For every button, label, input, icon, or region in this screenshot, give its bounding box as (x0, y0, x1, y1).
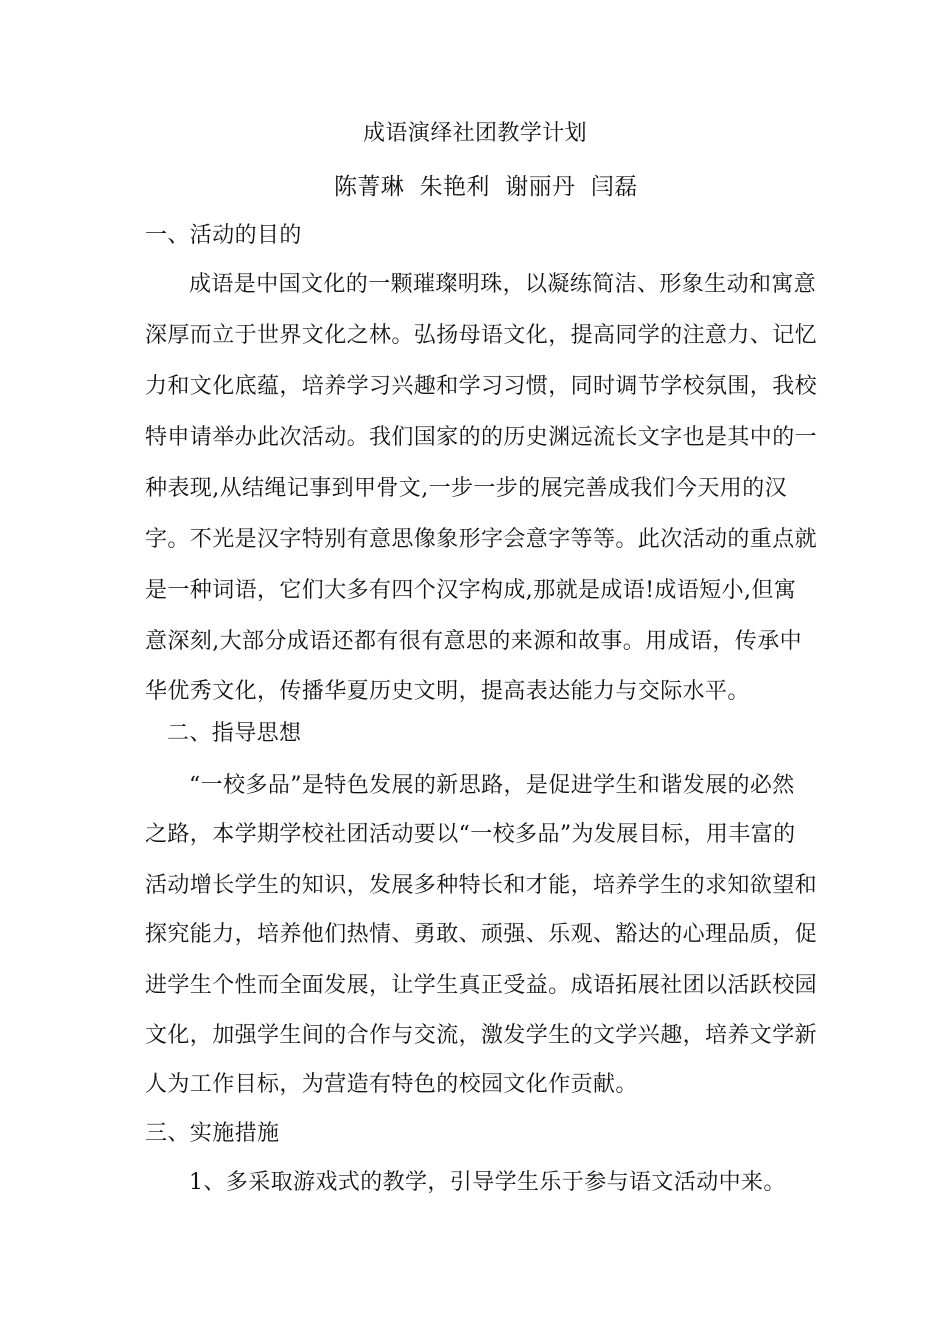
section1-line: 华优秀文化，传播华夏历史文明，提高表达能力与交际水平。 (145, 679, 750, 704)
section2-line: “一校多品”是特色发展的新思路，是促进学生和谐发展的必然 (189, 773, 795, 798)
section1-line: 种表现,从结绳记事到甲骨文,一步一步的展完善成我们今天用的汉 (145, 476, 787, 501)
document-title: 成语演绎社团教学计划 (363, 121, 588, 146)
section2-line: 之路，本学期学校社团活动要以“一校多品”为发展目标，用丰富的 (145, 822, 796, 847)
section1-line: 是一种词语，它们大多有四个汉字构成,那就是成语!成语短小,但寓 (145, 578, 797, 603)
section2-line: 活动增长学生的知识，发展多种特长和才能，培养学生的求知欲望和 (145, 873, 818, 898)
section1-line: 特申请举办此次活动。我们国家的的历史渊远流长文字也是其中的一 (145, 425, 818, 450)
section3-line: 1、多采取游戏式的教学，引导学生乐于参与语文活动中来。 (189, 1170, 786, 1195)
section2-line: 进学生个性而全面发展，让学生真正受益。成语拓展社团以活跃校园 (145, 973, 818, 998)
section1-heading: 一、活动的目的 (145, 223, 302, 248)
section1-line: 深厚而立于世界文化之林。弘扬母语文化，提高同学的注意力、记忆 (145, 323, 818, 348)
document-authors: 陈菁琳 朱艳利 谢丽丹 闫磊 (334, 174, 638, 200)
section2-line: 文化，加强学生间的合作与交流，激发学生的文学兴趣，培养文学新 (145, 1023, 818, 1048)
section2-heading: 二、指导思想 (167, 721, 302, 746)
section1-line: 意深刻,大部分成语还都有很有意思的来源和故事。用成语，传承中 (145, 629, 802, 654)
section1-line: 成语是中国文化的一颗璀璨明珠，以凝练简洁、形象生动和寓意 (189, 272, 817, 297)
section3-heading: 三、实施措施 (145, 1121, 280, 1146)
section1-line: 字。不光是汉字特别有意思像象形字会意字等等。此次活动的重点就 (145, 527, 818, 552)
section2-line: 人为工作目标，为营造有特色的校园文化作贡献。 (145, 1072, 638, 1097)
section2-line: 探究能力，培养他们热情、勇敢、顽强、乐观、豁达的心理品质，促 (145, 922, 818, 947)
section1-line: 力和文化底蕴，培养学习兴趣和学习习惯，同时调节学校氛围，我校 (145, 374, 818, 399)
